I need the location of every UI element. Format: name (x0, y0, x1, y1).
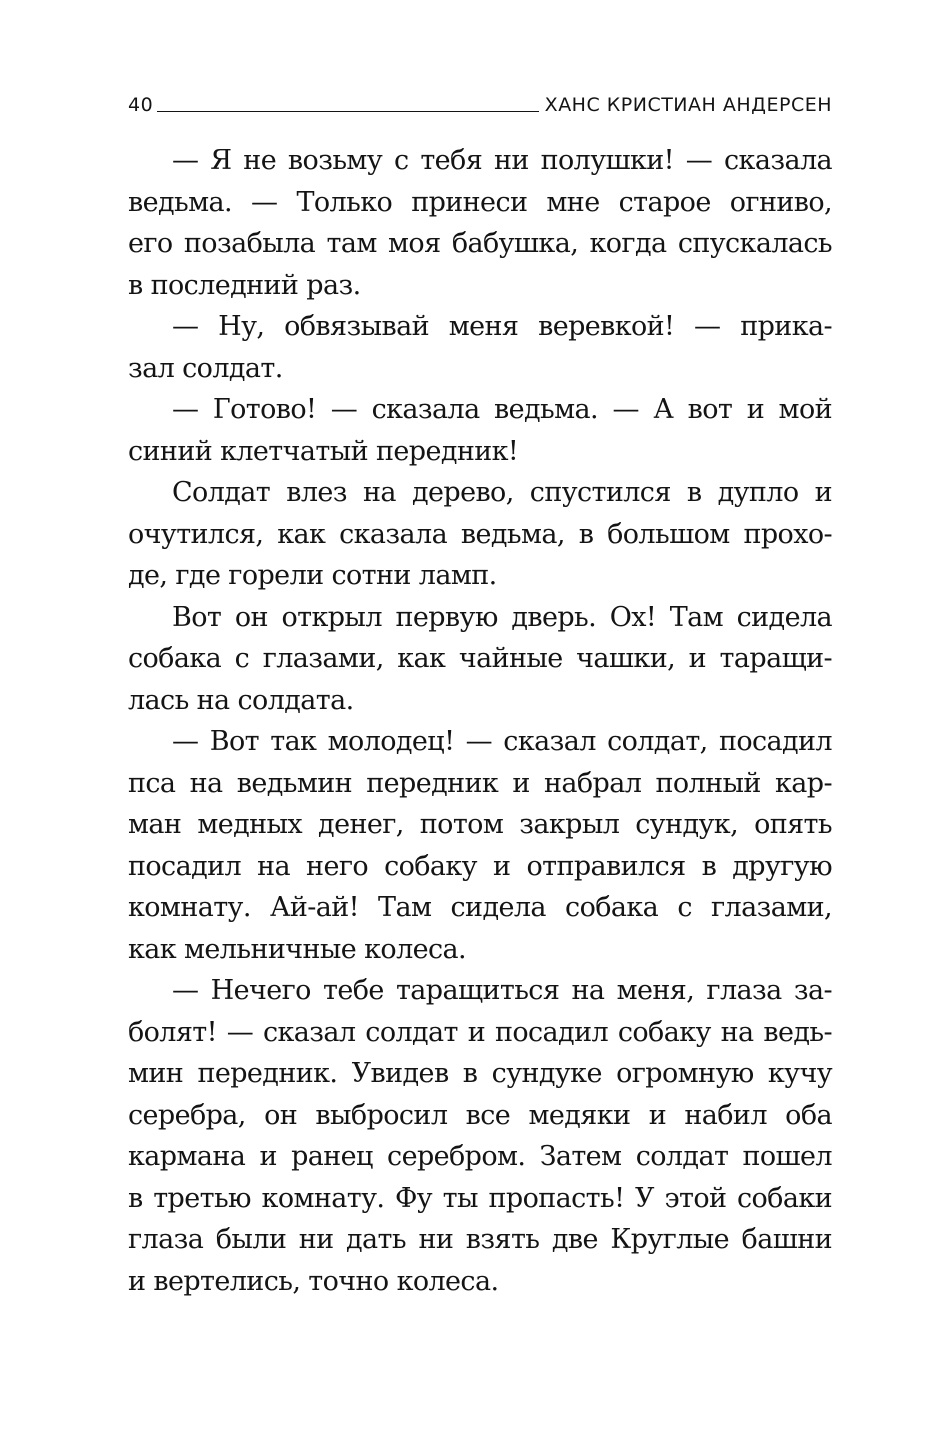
paragraph (128, 597, 832, 722)
text-line: его позабыла там моя бабушка, когда спускалась (128, 228, 832, 259)
text-line: кармана и ранец серебром. Затем солдат пошел (128, 1141, 832, 1172)
text-line: глаза были ни дать ни взять две Круглые башни (128, 1224, 832, 1255)
text-line: синий клетчатый передник! (128, 435, 519, 467)
text-line: собака с глазами, как чайные чашки, и таращи- (128, 643, 832, 674)
text-line: — Я не возьму с тебя ни полушки! — сказала (172, 145, 832, 176)
paragraph (128, 140, 832, 306)
text-line: де, где горели сотни ламп. (128, 560, 497, 591)
paragraph (128, 472, 832, 597)
paragraph (128, 970, 832, 1302)
text-line: в последний раз. (128, 269, 361, 301)
paragraph (128, 721, 832, 970)
header-author: ХАНС КРИСТИАН АНДЕРСЕН (544, 94, 832, 116)
text-line: ведьма. — Только принеси мне старое огниво, (128, 186, 832, 218)
text-line: комнату. Ай-ай! Там сидела собака с глазами, (128, 892, 832, 923)
text-line: в третью комнату. Фу ты пропасть! У этой собаки (128, 1182, 832, 1214)
text-line: серебра, он выбросил все медяки и набил оба (128, 1099, 832, 1131)
text-line: — Нечего тебе таращиться на меня, глаза за- (172, 975, 832, 1006)
text-line: ман медных денег, потом закрыл сундук, опять (128, 809, 832, 840)
paragraph (128, 306, 832, 389)
text-line: мин передник. Увидев в сундуке огромную кучу (128, 1058, 832, 1089)
text-line: и вертелись, точно колеса. (128, 1265, 499, 1297)
text-line: — Ну, обвязывай меня веревкой! — прика- (172, 311, 832, 342)
text-line: — Готово! — сказала ведьма. — А вот и мой (172, 394, 832, 425)
text-line: — Вот так молодец! — сказал солдат, посадил (172, 726, 832, 757)
page-number: 40 (128, 94, 154, 116)
text-line: зал солдат. (128, 352, 283, 384)
text-line: как мельничные колеса. (128, 933, 467, 965)
body-text (128, 140, 832, 1302)
text-line: посадил на него собаку и отправился в другую (128, 850, 832, 882)
text-line: Солдат влез на дерево, спустился в дупло и (172, 477, 832, 508)
text-line: пса на ведьмин передник и набрал полный кар- (128, 767, 832, 799)
paragraph (128, 389, 832, 472)
text-line: Вот он открыл первую дверь. Ох! Там сидела (172, 601, 832, 633)
text-line: лась на солдата. (128, 684, 354, 716)
header-rule (157, 111, 538, 112)
running-header (128, 86, 832, 116)
text-line: болят! — сказал солдат и посадил собаку на ведь- (128, 1016, 832, 1048)
text-line: очутился, как сказала ведьма, в большом прохо- (128, 518, 832, 550)
